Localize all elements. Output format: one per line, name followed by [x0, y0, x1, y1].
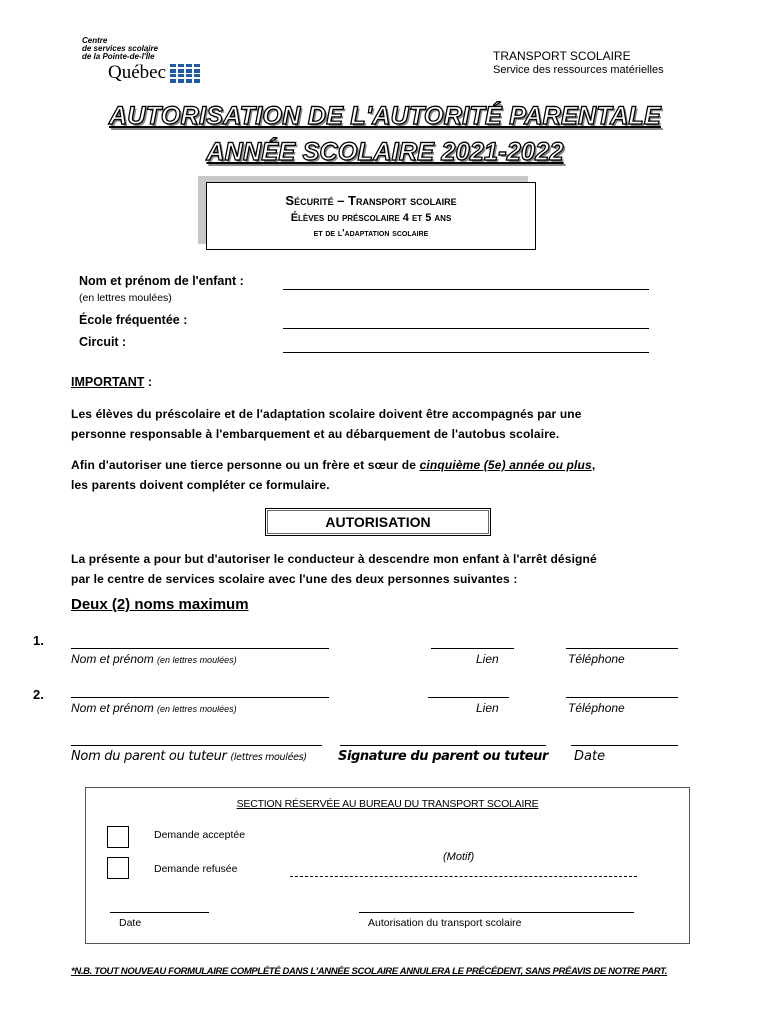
person-2-phone-field[interactable] [566, 697, 678, 698]
person-1-link-label: Lien [476, 652, 499, 666]
grade-emphasis: cinquième (5e) année ou plus [419, 458, 592, 472]
office-authorization-label: Autorisation du transport scolaire [368, 917, 522, 929]
guardian-signature-label: Signature du parent ou tuteur [338, 749, 549, 764]
page-subtitle: ANNÉE SCOLAIRE 2021-2022 [206, 138, 564, 166]
guardian-date-field[interactable] [571, 745, 678, 746]
guardian-name-field[interactable] [71, 745, 322, 746]
person-2-name-field[interactable] [71, 697, 329, 698]
accepted-checkbox[interactable] [107, 826, 129, 848]
office-heading: SECTION RÉSERVÉE AU BUREAU DU TRANSPORT SCOLAIRE [236, 798, 539, 810]
logo [82, 37, 201, 84]
logo-line-2: de services scolaire [82, 44, 159, 53]
school-field[interactable] [283, 328, 649, 329]
section-box [206, 182, 536, 250]
person-1-phone-field[interactable] [566, 648, 678, 649]
reason-label: (Motif) [443, 851, 475, 863]
section-box-line-3: et de l'adaptation scolaire [313, 228, 429, 239]
logo-line-1: Centre [82, 36, 108, 45]
dept-title: TRANSPORT SCOLAIRE [493, 49, 631, 63]
guardian-name-label: Nom du parent ou tuteur (lettres moulées) [71, 749, 307, 764]
section-box-line-2: Élèves du préscolaire 4 et 5 ans [290, 212, 452, 224]
office-authorization-field[interactable] [359, 912, 634, 913]
quebec-flag-icon [169, 64, 201, 83]
person-1-link-field[interactable] [431, 648, 514, 649]
office-date-field[interactable] [110, 912, 209, 913]
important-para-2: Afin d'autoriser une tierce personne ou un frère et sœur de cinquième (5e) année ou plus, les parents doivent compléter ce formulaire. [71, 458, 596, 492]
page-title: AUTORISATION DE L'AUTORITÉ PARENTALE [109, 102, 661, 130]
person-2-link-label: Lien [476, 701, 499, 715]
dept-subtitle: Service des ressources matérielles [493, 64, 664, 76]
max-names-label: Deux (2) noms maximum [71, 596, 249, 613]
person-1-phone-label: Téléphone [568, 652, 625, 666]
person-1-number: 1. [33, 633, 44, 648]
refused-checkbox[interactable] [107, 857, 129, 879]
office-section [85, 787, 690, 944]
autorisation-box [265, 508, 491, 536]
person-2-number: 2. [33, 687, 44, 702]
guardian-signature-field[interactable] [340, 745, 546, 746]
circuit-field[interactable] [283, 352, 649, 353]
important-para-1: Les élèves du préscolaire et de l'adaptation scolaire doivent être accompagnés par une personne responsable à l'embarquement et au débarquement de l'autobus scolaire. [71, 407, 582, 441]
accepted-label: Demande acceptée [154, 829, 246, 841]
important-heading: IMPORTANT : [71, 375, 153, 389]
footer-note: *N.B. TOUT NOUVEAU FORMULAIRE COMPLÉTÉ DANS L'ANNÉE SCOLAIRE ANNULERA LE PRÉCÉDENT, SANS PRÉAVIS DE NOTRE PART. [71, 966, 668, 977]
section-box-line-1: Sécurité – Transport scolaire [285, 193, 457, 208]
logo-quebec: Québec [108, 62, 167, 83]
circuit-label: Circuit : [79, 335, 127, 349]
child-name-label: Nom et prénom de l'enfant : [79, 274, 244, 288]
refused-label: Demande refusée [154, 863, 238, 875]
child-name-field[interactable] [283, 289, 649, 290]
logo-line-3: de la Pointe-de-l'Île [82, 52, 155, 61]
office-date-label: Date [119, 917, 142, 929]
person-2-name-label: Nom et prénom (en lettres moulées) [71, 701, 237, 715]
guardian-date-label: Date [574, 749, 606, 764]
person-1-name-label: Nom et prénom (en lettres moulées) [71, 652, 237, 666]
reason-field[interactable] [290, 876, 637, 877]
person-2-phone-label: Téléphone [568, 701, 625, 715]
school-label: École fréquentée : [79, 313, 188, 327]
child-name-hint: (en lettres moulées) [79, 292, 172, 304]
autorisation-heading: AUTORISATION [325, 514, 431, 530]
person-1-name-field[interactable] [71, 648, 329, 649]
autorisation-para: La présente a pour but d'autoriser le conducteur à descendre mon enfant à l'arrêt désigné par le centre de services scolaire avec l'une des deux personnes suivantes : [71, 552, 597, 586]
person-2-link-field[interactable] [428, 697, 509, 698]
